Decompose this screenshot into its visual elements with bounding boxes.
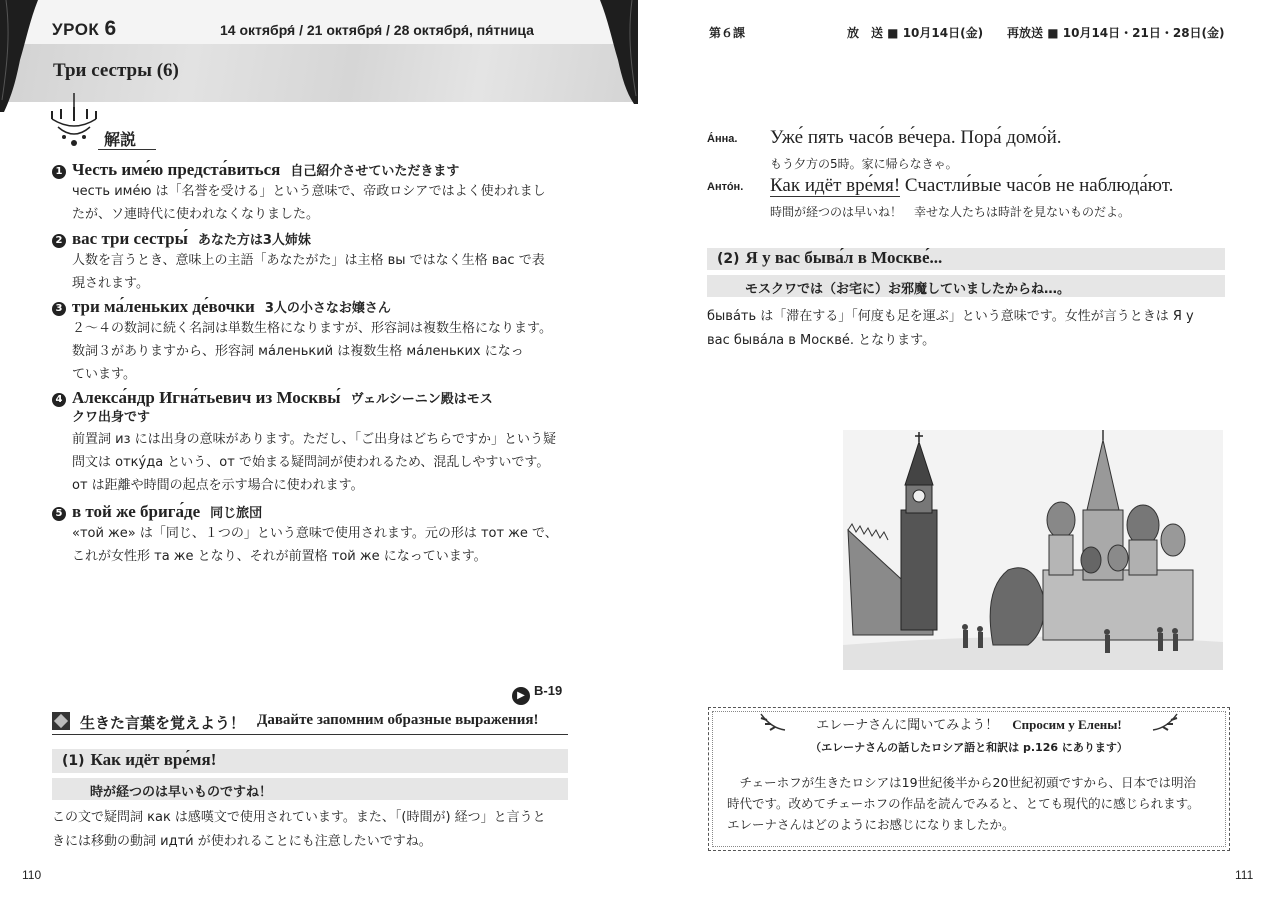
expressions-title-ru: Давайте запомним образные выражения!	[257, 712, 539, 728]
note-heading-jp: 同じ旅団	[210, 506, 263, 521]
note-heading-ru: Алекса́ндр Игна́тьевич из Москвы́	[72, 388, 341, 407]
text-line: вас быва́ла в Москве́. となります。	[707, 333, 936, 348]
dialogue-ru	[770, 175, 1173, 197]
dialogue-ru-rest: Счастли́вые часо́в не наблюда́ют.	[900, 175, 1174, 196]
speaker-name: А́нна.	[707, 133, 738, 145]
subsection-2-text	[707, 305, 1232, 353]
text-line: エレーナさんはどのようにお感じになりましたか。	[727, 817, 1015, 832]
note-heading	[52, 297, 572, 317]
broadcast-dates: 14 октября́ / 21 октября́ / 28 октября́, пя́тница	[220, 22, 534, 38]
audio-track[interactable]	[512, 683, 562, 705]
note-item-5	[52, 502, 572, 568]
note-line: ２～４の数詞に続く名詞は単数生格になりますが、形容詞は複数生格になります。	[72, 321, 552, 336]
note-item-4	[52, 388, 572, 497]
expressions-title-jp: 生きた言葉を覚えよう！	[80, 714, 246, 732]
text-line: быва́ть は「滞在する」「何度も足を運ぶ」という意味です。女性が言うときは Я у	[707, 309, 1194, 324]
diamond-icon	[52, 712, 70, 730]
note-body	[72, 180, 572, 226]
note-body	[72, 428, 572, 497]
note-heading-jp: あなた方は3人姉妹	[197, 233, 311, 248]
note-line: 人数を言うとき、意味上の主語「あなたがた」は主格 вы ではなく生格 вас で表	[72, 253, 545, 268]
page-title: Три сестры (6)	[53, 60, 179, 81]
note-item-1	[52, 160, 572, 226]
note-line: これが女性形 та же となり、それが前置格 той же になっています。	[72, 549, 487, 564]
lesson-label-jp: 第６課	[709, 26, 746, 40]
dialogue-ru: Уже́ пять часо́в ве́чера. Пора́ домо́й.	[770, 127, 1062, 148]
speaker-icon[interactable]: ▶	[512, 687, 530, 705]
subsection-1-translation: 時が経つのは早いものですね！	[90, 785, 273, 800]
subsection-1-title-box	[52, 749, 568, 773]
subsection-2-translation-box	[707, 275, 1225, 297]
note-body	[72, 249, 572, 295]
number-mark: 3	[52, 302, 66, 316]
subsection-2-title-box	[707, 248, 1225, 270]
note-line: от は距離や時間の起点を示す場合に使われます。	[72, 478, 364, 493]
note-heading-jp: ヴェルシーニン殿はモス	[350, 392, 493, 407]
note-line: 問文は отку́да という、от で始まる疑問詞が使われるため、混乱しやすいです。	[72, 455, 550, 470]
curtain-left-icon	[0, 0, 38, 112]
note-heading	[52, 160, 572, 180]
note-body	[72, 317, 572, 386]
number-mark: 1	[52, 165, 66, 179]
note-line: «той же» は「同じ、１つの」という意味で使用されます。元の形は тот же で、	[72, 526, 558, 541]
subsection-2-translation: モスクワでは（お宅に）お邪魔していましたからね…。	[745, 282, 1071, 297]
text-line: 時代です。改めてチェーホフの作品を読んでみると、とても現代的に感じられます。	[727, 796, 1200, 811]
note-heading-ru: вас три сестры́	[72, 229, 188, 248]
elena-box	[708, 707, 1230, 851]
note-body	[72, 522, 572, 568]
page-number: 110	[22, 868, 42, 882]
red-square-illustration	[843, 430, 1223, 670]
note-heading	[52, 229, 572, 249]
subsection-1-translation-box	[52, 778, 568, 800]
text-line: チェーホフが生きたロシアは19世紀後半から20世紀初頭ですから、日本では明治	[727, 775, 1196, 790]
speaker-name: Анто́н.	[707, 181, 744, 193]
note-item-2	[52, 229, 572, 295]
note-line: 現されます。	[72, 276, 149, 291]
subsection-1-text	[52, 806, 577, 854]
note-line: たが、ソ連時代に使われなくなりました。	[72, 207, 320, 222]
dialogue-jp: もう夕方の5時。家に帰らなきゃ。	[770, 157, 958, 171]
note-heading	[52, 388, 572, 408]
elena-note: （エレーナさんの話したロシア語と和訳は p.126 にあります）	[810, 741, 1128, 754]
text-line: きには移動の動詞 идти́ が使われることにも注意したいですね。	[52, 834, 432, 849]
number-mark: 5	[52, 507, 66, 521]
expressions-header	[52, 710, 568, 735]
left-page	[0, 0, 638, 903]
note-line: 数詞３がありますから、形容詞 ма́ленький は複数生格 ма́леньких になっ	[72, 344, 524, 359]
curtain-right-icon	[600, 0, 638, 104]
page-number: 111	[1235, 868, 1254, 882]
chandelier-icon	[48, 93, 100, 149]
text-line: この文で疑問詞 как は感嘆文で使用されています。また、「(時間が) 経つ」と言うと	[52, 810, 546, 825]
elena-text	[727, 772, 1217, 835]
note-line: ています。	[72, 367, 136, 382]
subsection-2-title: (2) Я у вас быва́л в Москве́...	[717, 248, 943, 267]
broadcast-schedule: 放 送 ■ 10月14日(金) 再放送 ■ 10月14日・21日・28日(金)	[847, 26, 1225, 40]
note-item-3	[52, 297, 572, 386]
number-mark: 4	[52, 393, 66, 407]
section-underline	[98, 149, 156, 150]
note-heading-jp-cont: クワ出身です	[72, 410, 151, 425]
note-line: 前置詞 из には出身の意味があります。ただし、「ご出身はどちらですか」という疑	[72, 432, 556, 447]
dialogue-jp: 時間が経つのは早いね！ 幸せな人たちは時計を見ないものだよ。	[770, 205, 1131, 219]
subsection-1-title: (1) Как идёт вре́мя!	[62, 750, 217, 769]
lesson-heading: УРОК 6	[52, 17, 117, 40]
note-heading	[52, 502, 572, 522]
note-line: честь име́ю は「名誉を受ける」という意味で、帝政ロシアではよく使われまし	[72, 184, 546, 199]
section-label: 解説	[104, 132, 137, 149]
note-heading-ru: в той же брига́де	[72, 502, 201, 521]
note-heading-ru: три ма́леньких де́вочки	[72, 297, 255, 316]
number-mark: 2	[52, 234, 66, 248]
elena-title: エレーナさんに聞いてみよう！ Спросим у Елены!	[816, 717, 1122, 733]
note-heading-jp: 自己紹介させていただきます	[290, 164, 460, 179]
note-heading-jp: 3人の小さなお嬢さん	[264, 301, 391, 316]
audio-track-label: B-19	[534, 683, 563, 698]
note-heading-ru: Честь име́ю предста́виться	[72, 160, 281, 179]
dialogue-ru-underlined: Как идёт вре́мя!	[770, 175, 901, 196]
